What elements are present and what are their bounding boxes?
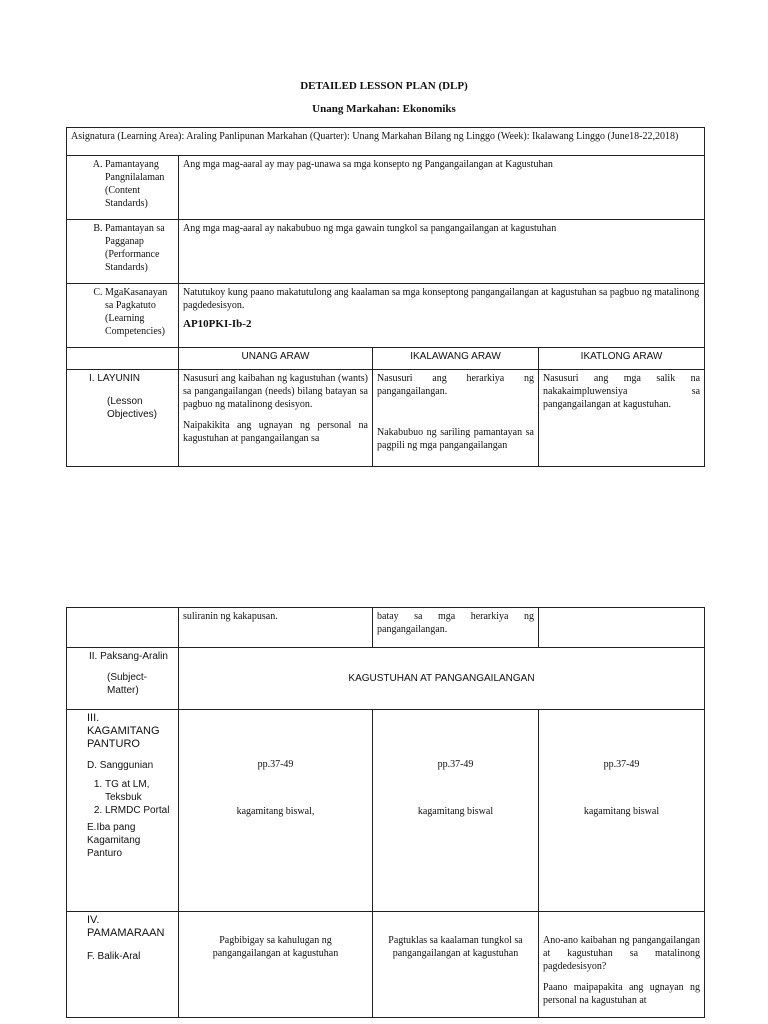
pamamaraan-row (67, 912, 705, 1018)
continuation-label-empty (67, 608, 179, 648)
kagamitang-day1-pages: pp.37-49 (257, 759, 294, 770)
layunin-sublabel: (Lesson Objectives) (107, 396, 158, 420)
learning-competencies-cell (179, 284, 705, 348)
pamamaraan-day2-text: Pagtuklas sa kaalaman tungkol sa pangangailangan at kagustuhan (388, 935, 523, 959)
content-standards-label (67, 156, 179, 220)
pamamaraan-day3-question-2: Paano maipapakita ang ugnayan ng personal na kagustuhan at (543, 982, 700, 1006)
kagamitang-day3-pages: pp.37-49 (603, 759, 640, 770)
kagamitang-day3-material: kagamitang biswal (583, 806, 660, 817)
performance-standards-label-text: B. Pamantayan sa Pagganap (Performance Standards) (105, 222, 174, 274)
day3-header: IKATLONG ARAW (539, 348, 705, 370)
balik-aral-label: F. Balik-Aral (87, 951, 141, 962)
document-title: DETAILED LESSON PLAN (DLP) (300, 80, 468, 92)
kagamitang-day1 (179, 710, 373, 912)
layunin-day1-objective-1: Nasusuri ang kaibahan ng kagustuhan (wants) sa pangangailangan (needs) bilang batayan sa pagbuo ng matalinong desisyon. (183, 373, 368, 410)
kagamitang-day2-pages: pp.37-49 (437, 759, 474, 770)
document-subtitle: Unang Markahan: Ekonomiks (312, 103, 456, 115)
layunin-day2 (373, 370, 539, 467)
content-standards-row (67, 156, 705, 220)
learning-competencies-text: Natutukoy kung paano makatutulong ang kaalaman sa mga konseptong pangangailangan at kagustuhan sa pagbuo ng matalinong pagdedesisyon. (183, 287, 700, 311)
paksang-aralin-row (67, 648, 705, 710)
continuation-row (67, 608, 705, 648)
kagamitang-day3 (539, 710, 705, 912)
pamamaraan-day2 (373, 912, 539, 1018)
iba-pang-kagamitang-label: E.Iba pang Kagamitang Panturo (87, 822, 141, 859)
days-header-empty (67, 348, 179, 370)
layunin-label (67, 370, 179, 467)
day2-header: IKALAWANG ARAW (373, 348, 539, 370)
learning-competencies-row (67, 284, 705, 348)
paksang-aralin-label-text: II. Paksang-Aralin (89, 651, 168, 662)
continuation-day2: batay sa mga herarkiya ng pangangailangan. (373, 608, 539, 648)
lesson-plan-table-2 (66, 607, 705, 1018)
continuation-day1: suliranin ng kakapusan. (179, 608, 373, 648)
pamamaraan-day3 (539, 912, 705, 1018)
kagamitang-label (67, 710, 179, 912)
layunin-day3 (539, 370, 705, 467)
pamamaraan-day1 (179, 912, 373, 1018)
days-header-row (67, 348, 705, 370)
content-standards-text: Ang mga mag-aaral ay may pag-unawa sa mga konsepto ng Pangangailangan at Kagustuhan (179, 156, 705, 220)
paksang-aralin-title: KAGUSTUHAN AT PANGANGAILANGAN (179, 648, 705, 710)
layunin-row (67, 370, 705, 467)
learning-competencies-label-text: C. MgaKasanayan sa Pagkatuto (Learning Competencies) (105, 286, 174, 338)
pamamaraan-label (67, 912, 179, 1018)
info-row-text: Asignatura (Learning Area): Araling Panlipunan Markahan (Quarter): Unang Markahan Bilang ng Linggo (Week): Ikalawang Linggo (June18-22,2018) (67, 128, 705, 156)
day1-header: UNANG ARAW (179, 348, 373, 370)
kagamitang-day1-material: kagamitang biswal, (236, 806, 315, 817)
sanggunian-label: D. Sanggunian (87, 760, 154, 771)
kagamitang-label-text: III. KAGAMITANG PANTURO (87, 712, 160, 750)
paksang-aralin-sublabel: (Subject-Matter) (107, 672, 148, 696)
continuation-day3 (539, 608, 705, 648)
kagamitang-row (67, 710, 705, 912)
layunin-day3-objective-1: Nasusuri ang mga salik na nakakaimpluwensiya sa pangangailangan at kagustuhan. (543, 373, 701, 410)
sanggunian-item-1: 1. TG at LM, Teksbuk (105, 778, 174, 804)
layunin-day1-objective-2: Naipakikita ang ugnayan ng personal na kagustuhan at pangangailangan sa (183, 420, 368, 444)
layunin-day2-objective-2: Nakabubuo ng sariling pamantayan sa pagpili ng mga pangangailangan (377, 427, 534, 451)
sanggunian-item-2: 2. LRMDC Portal (105, 804, 174, 817)
performance-standards-row (67, 220, 705, 284)
kagamitang-day2 (373, 710, 539, 912)
pamamaraan-label-text: IV. PAMAMARAAN (87, 914, 165, 939)
performance-standards-label (67, 220, 179, 284)
pamamaraan-day1-text: Pagbibigay sa kahulugan ng pangangailangan at kagustuhan (212, 935, 339, 959)
kagamitang-day2-material: kagamitang biswal (417, 806, 494, 817)
layunin-day1 (179, 370, 373, 467)
lesson-plan-table-1 (66, 127, 705, 467)
performance-standards-text: Ang mga mag-aaral ay nakabubuo ng mga gawain tungkol sa pangangailangan at kagustuhan (179, 220, 705, 284)
competency-code: AP10PKI-Ib-2 (183, 318, 252, 330)
layunin-day2-objective-1: Nasusuri ang herarkiya ng pangangailangan. (377, 373, 534, 397)
learning-competencies-label (67, 284, 179, 348)
info-row (67, 128, 705, 156)
paksang-aralin-label (67, 648, 179, 710)
layunin-label-text: I. LAYUNIN (89, 373, 140, 384)
pamamaraan-day3-question-1: Ano-ano kaibahan ng pangangailangan at kagustuhan sa matalinong pagdedesisyon? (543, 935, 700, 972)
content-standards-label-text: A. Pamantayang Pangnilalaman (Content Standards) (105, 158, 174, 210)
